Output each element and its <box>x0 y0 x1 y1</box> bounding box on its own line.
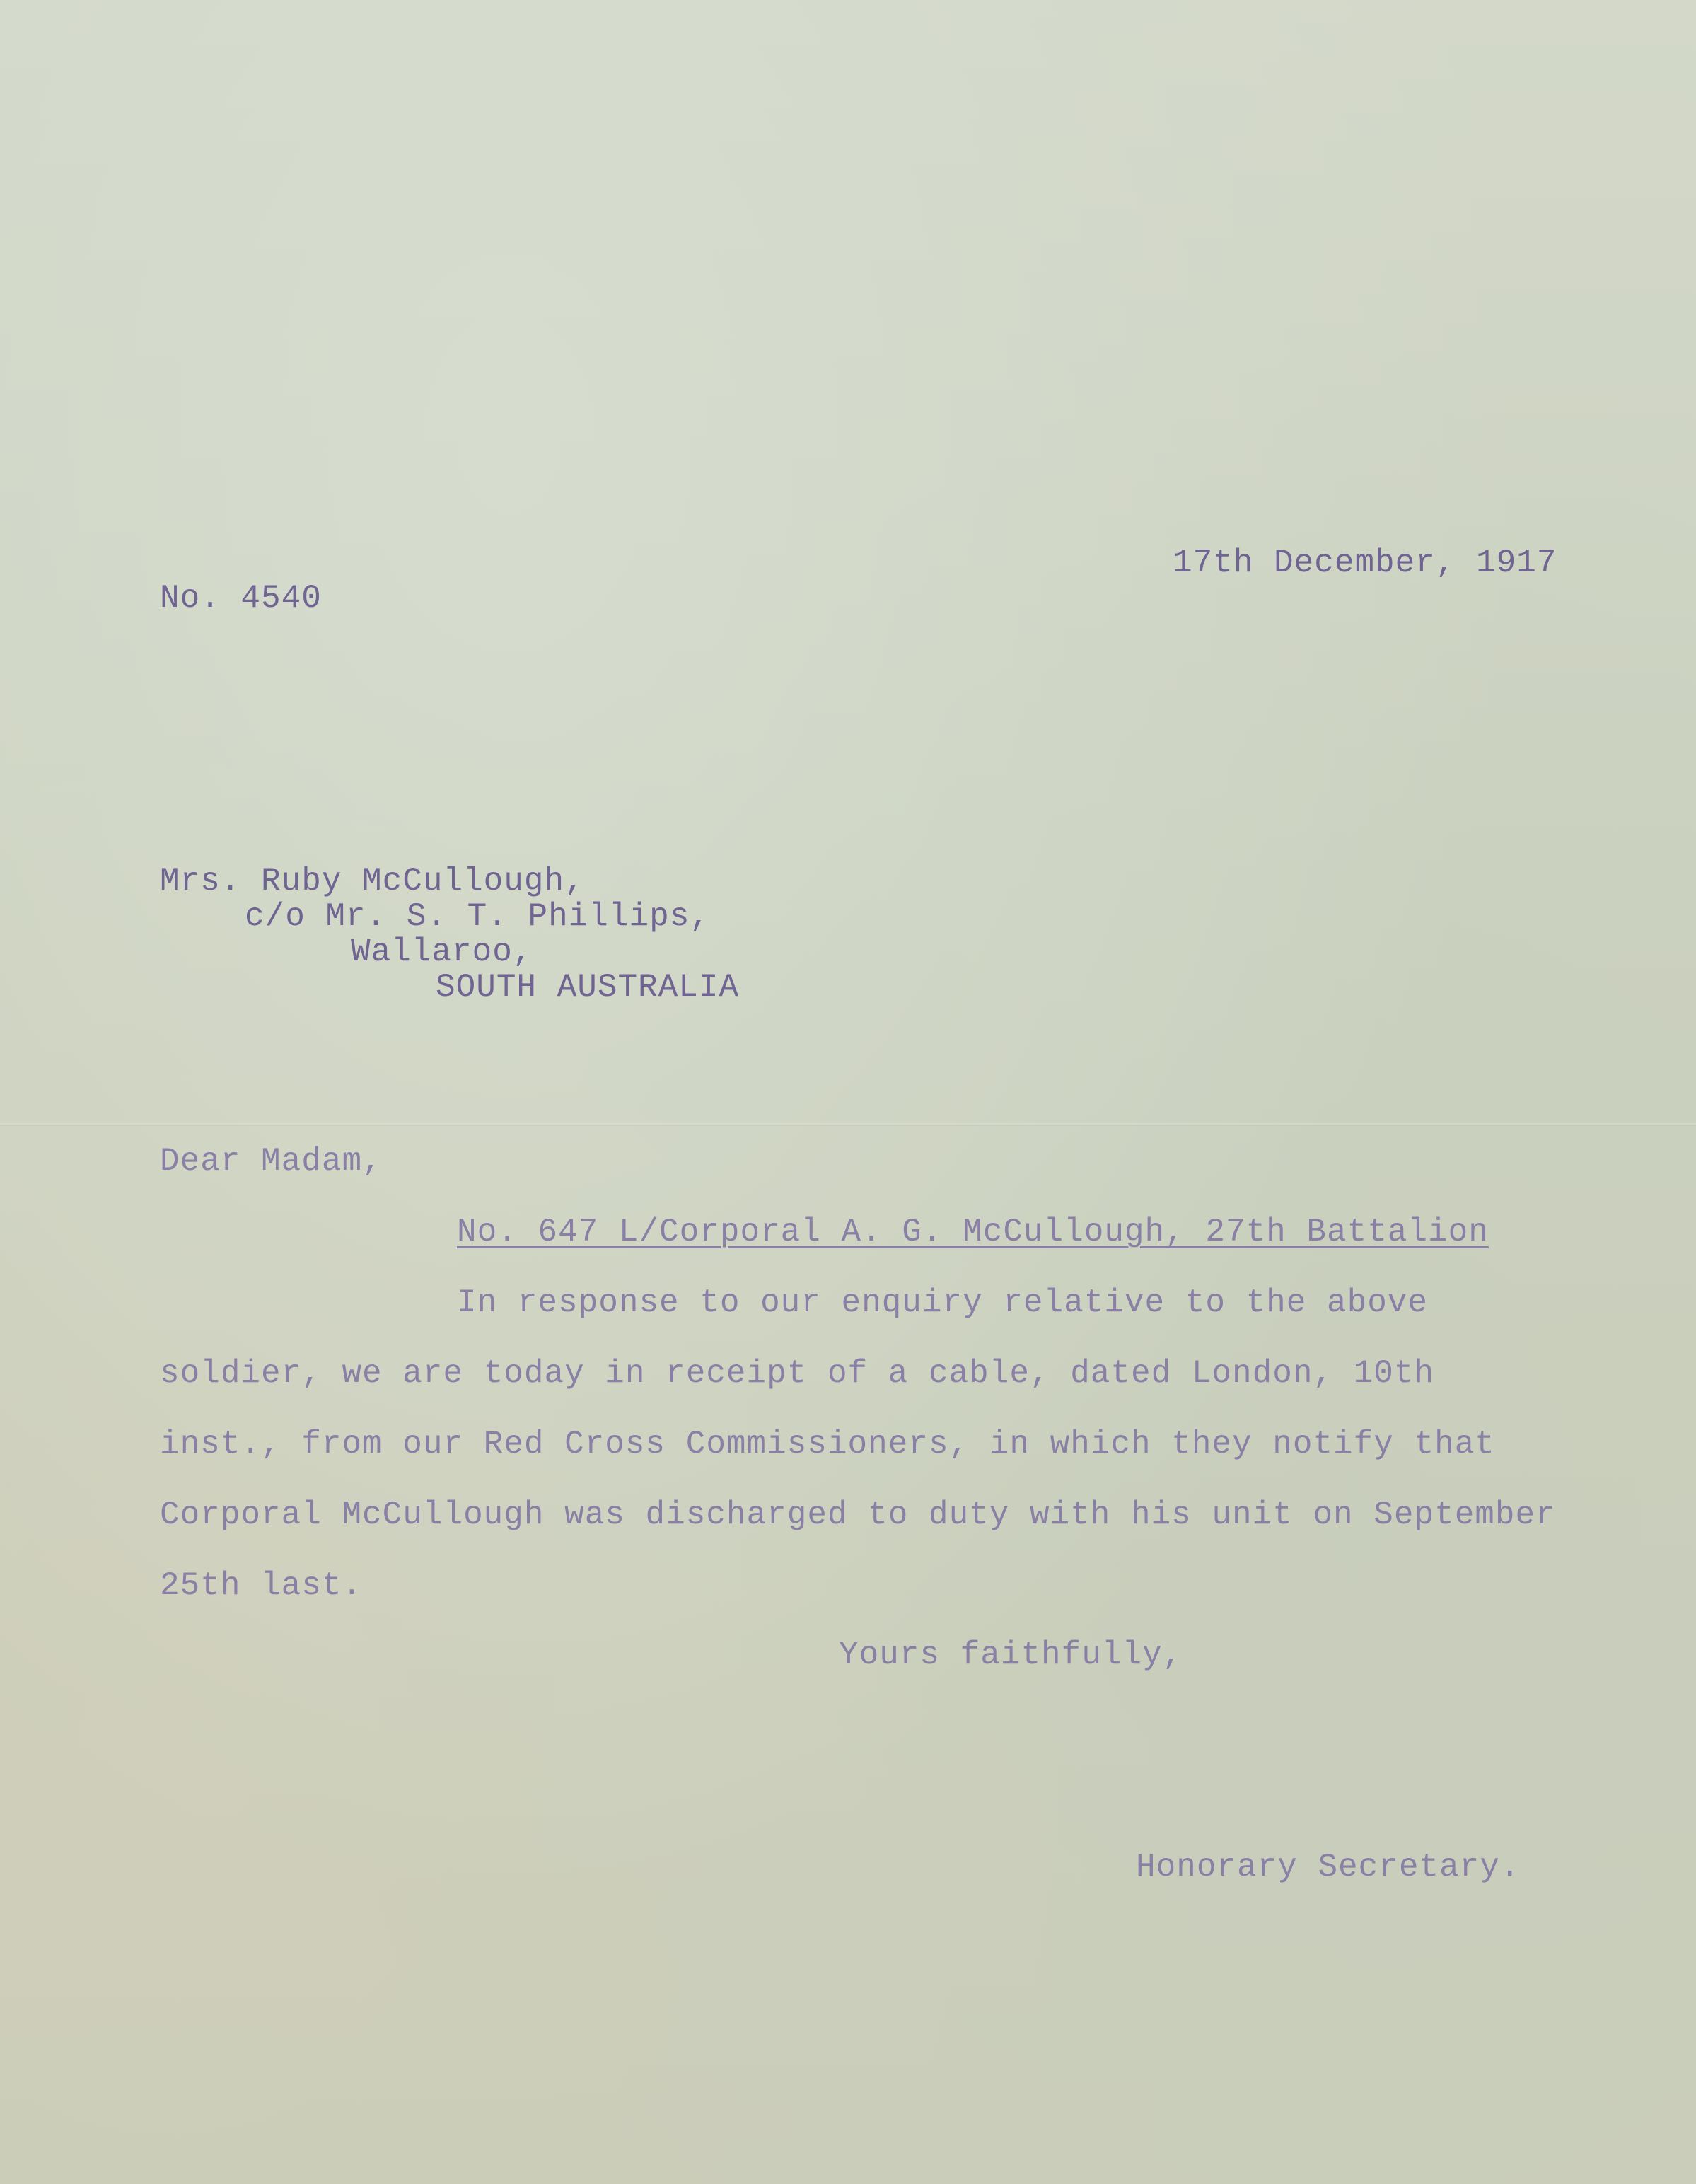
closing: Yours faithfully, <box>839 1637 1183 1673</box>
signatory-title: Honorary Secretary. <box>1136 1849 1521 1886</box>
body-line: 25th last. <box>160 1567 363 1604</box>
address-line: SOUTH AUSTRALIA <box>436 969 740 1006</box>
letter-date: 17th December, 1917 <box>1173 545 1557 581</box>
paper-fold-crease <box>0 1123 1696 1126</box>
body-line: In response to our enquiry relative to the above <box>457 1284 1429 1321</box>
address-line: Wallaroo, <box>351 934 533 970</box>
subject-line: No. 647 L/Corporal A. G. McCullough, 27th Battalion <box>457 1214 1489 1250</box>
body-line: Corporal McCullough was discharged to duty with his unit on September <box>160 1497 1556 1533</box>
body-line: inst., from our Red Cross Commissioners, in which they notify that <box>160 1426 1495 1463</box>
body-line: soldier, we are today in receipt of a cable, dated London, 10th <box>160 1355 1435 1392</box>
salutation: Dear Madam, <box>160 1143 383 1180</box>
address-line: c/o Mr. S. T. Phillips, <box>245 898 710 935</box>
address-line: Mrs. Ruby McCullough, <box>160 863 585 900</box>
reference-number: No. 4540 <box>160 580 322 617</box>
